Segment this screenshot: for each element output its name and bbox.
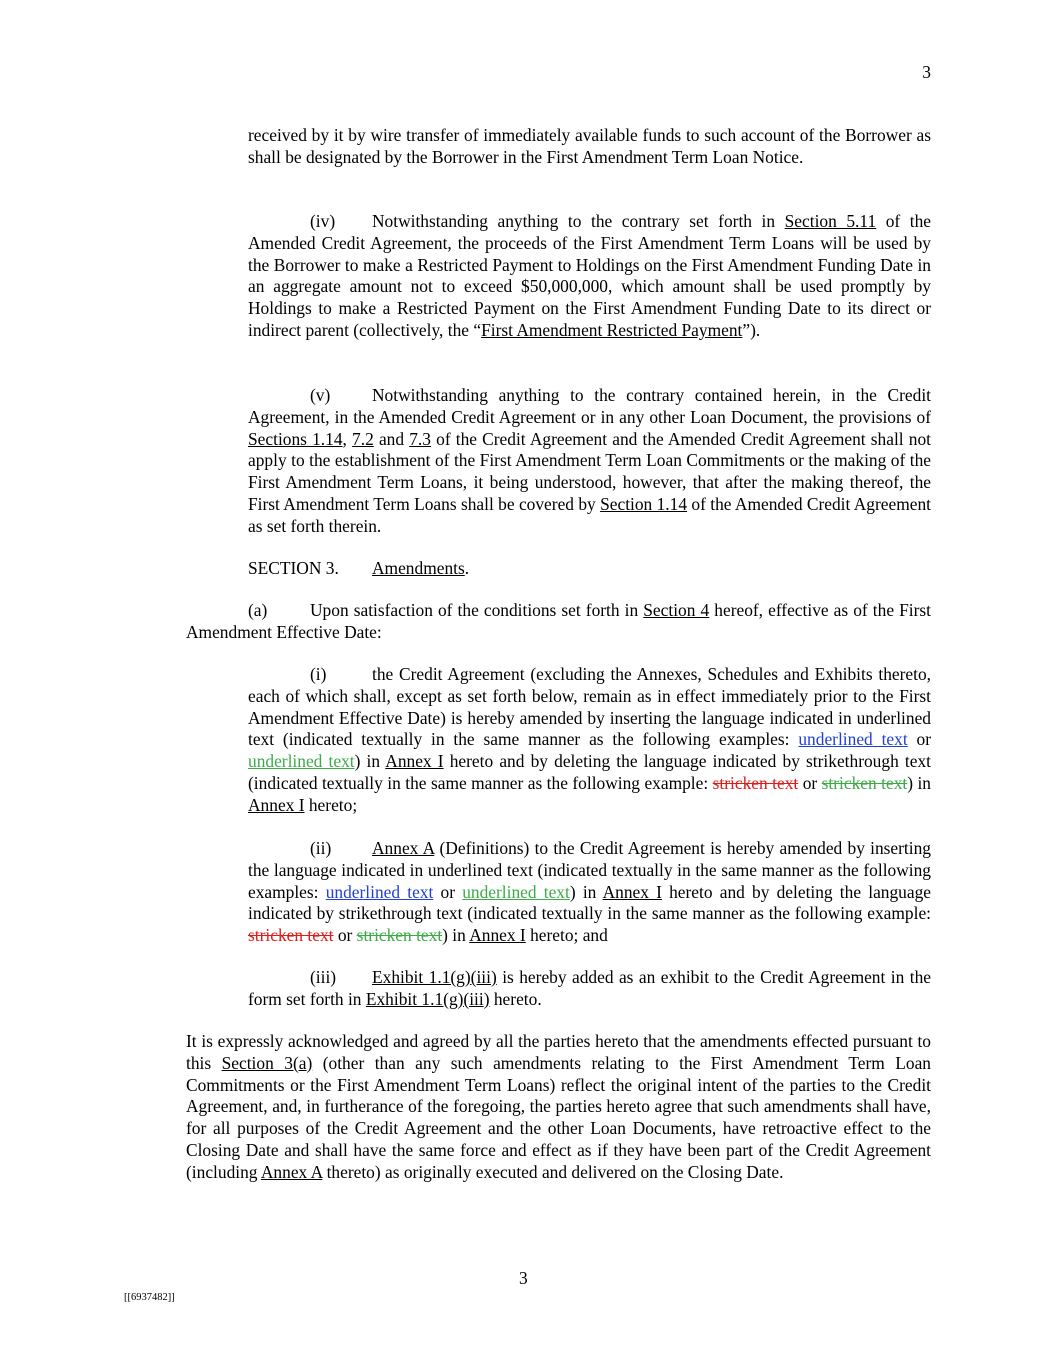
cross-reference: Sections 1.14 [248,428,343,449]
cross-reference: Annex I [385,751,444,772]
paragraph-acknowledgement [186,1031,931,1184]
paragraph-iii [248,967,931,1011]
cross-reference: Annex I [248,794,305,815]
clause-text: of the Credit Agreement and the Amended Credit Agreement shall not apply to the establishment of the First Amendment Term Loan Commitments or the making of the First Amendment Term Loans, it being understood, however, that after the making thereof, the First Amendment Term Loans shall be covered by [248,428,931,514]
example-underlined-green: underlined text [248,751,355,772]
clause-text: (other than any such amendments relating to the First Amendment Term Loan Commitments or the First Amendment Term Loans) reflect the original intent of the parties to the Credit Agreement, and, in furtherance of the foregoing, the parties hereto agree that such amendments shall have, for all purposes of the Credit Agreement and the other Loan Documents, have retroactive effect to the Closing Date and shall have the same force and effect as if they have been part of the Credit Agreement (including [186,1052,931,1182]
clause-text: or [907,729,932,750]
cross-reference: Section 1.14 [600,493,688,514]
cross-reference: 7.2 [352,428,374,449]
cross-reference: Section 3(a) [221,1052,313,1073]
clause-text: of the Amended Credit Agreement as set forth therein. [248,493,932,536]
clause-label: (i) [310,664,327,684]
example-stricken-green: stricken text [356,925,443,946]
clause-text: or [333,925,357,946]
clause-text: Notwithstanding anything to the contrary contained herein, in the Credit Agreement, in the Amended Credit Agreement or in any other Loan Document, the provisions of [248,385,931,427]
section-number: SECTION 3. [248,558,339,578]
clause-text: hereof, effective as of the First Amendment Effective Date: [186,600,931,642]
clause-label: (iv) [310,211,336,231]
example-stricken-green: stricken text [821,772,908,793]
paragraph-received [248,125,931,169]
example-underlined-blue: underlined text [325,881,434,902]
clause-label: (iii) [310,967,337,987]
clause-text: ) in [354,751,386,772]
clause-text: or [798,772,822,793]
section-heading [248,558,931,580]
clause-text: It is expressly acknowledged and agreed by all the parties hereto that the amendments effected pursuant to this [186,1031,931,1073]
clause-text: thereto) as originally executed and delivered on the Closing Date. [322,1161,784,1182]
paragraph-ii [248,838,931,947]
clause-text: or [433,881,463,902]
clause-text: of the Amended Credit Agreement, the proceeds of the First Amendment Term Loans will be used by the Borrower to make a Restricted Payment to Holdings on the First Amendment Funding Date in an aggregate amount not to exceed $50,000,000, which amount shall be used promptly by Holdings to make a Restricted Payment on the First Amendment Funding Date to its direct or indirect parent (collectively, the “ [248,211,931,340]
clause-text: ) in [907,772,932,793]
section-title-period: . [464,558,470,578]
footer-page-number: 3 [519,1268,528,1288]
paragraph-text: received by it by wire transfer of immediately available funds to such account of the Borrower as shall be designated by the Borrower in the First Amendment Term Loan Notice. [248,125,931,167]
document-id: [[6937482]] [124,1292,175,1303]
clause-text: ) in [569,881,603,902]
clause-label: (v) [310,385,331,405]
cross-reference: Annex A [260,1161,323,1182]
paragraph-i [248,664,931,817]
clause-text: (Definitions) to the Credit Agreement is hereby amended by inserting the language indicated in underlined text (indicated textually in the same manner as the following examples: [248,838,931,902]
paragraph-v [248,385,931,538]
clause-text: Notwithstanding anything to the contrary set forth in [372,211,785,231]
example-stricken-red: stricken text [248,925,334,946]
cross-reference: Exhibit 1.1(g)(iii) [365,988,490,1009]
clause-text: and [373,428,410,449]
paragraph-a [186,600,931,644]
cross-reference: Annex I [602,881,662,902]
cross-reference: Annex I [469,925,526,946]
example-underlined-green: underlined text [462,881,570,902]
clause-text: ”). [742,319,761,340]
clause-label: (ii) [310,838,332,858]
clause-text: the Credit Agreement (excluding the Annexes, Schedules and Exhibits thereto, each of which shall, except as set forth below, remain as in effect immediately prior to the First Amendment Effective Date) is hereby amended by inserting the language indicated in underlined text (indicated textually in the same manner as the following examples: [248,664,931,750]
clause-text: , [342,428,353,449]
clause-text: hereto and by deleting the language indicated by strikethrough text (indicated textually in the same manner as the following example: [248,881,932,924]
clause-text: is hereby added as an exhibit to the Credit Agreement in the form set forth in [248,967,931,1009]
clause-label: (a) [248,600,268,620]
cross-reference: Exhibit 1.1(g)(iii) [372,967,497,987]
cross-reference: 7.3 [409,428,431,449]
clause-text: hereto and by deleting the language indicated by strikethrough text (indicated textually in the same manner as the following example: [248,751,931,793]
cross-reference: Section 4 [643,600,710,620]
cross-reference: Section 5.11 [784,211,877,231]
example-underlined-blue: underlined text [798,729,908,750]
paragraph-iv [248,211,931,342]
example-stricken-red: stricken text [712,772,799,793]
clause-text: hereto. [489,988,542,1009]
cross-reference: Annex A [372,838,435,858]
section-title: Amendments [372,558,465,578]
clause-text: hereto; and [525,925,608,946]
clause-text: hereto; [304,794,358,815]
header-page-number: 3 [922,62,931,82]
clause-text: ) in [442,925,470,946]
defined-term: First Amendment Restricted Payment [481,319,743,340]
clause-text: Upon satisfaction of the conditions set forth in [310,600,644,620]
